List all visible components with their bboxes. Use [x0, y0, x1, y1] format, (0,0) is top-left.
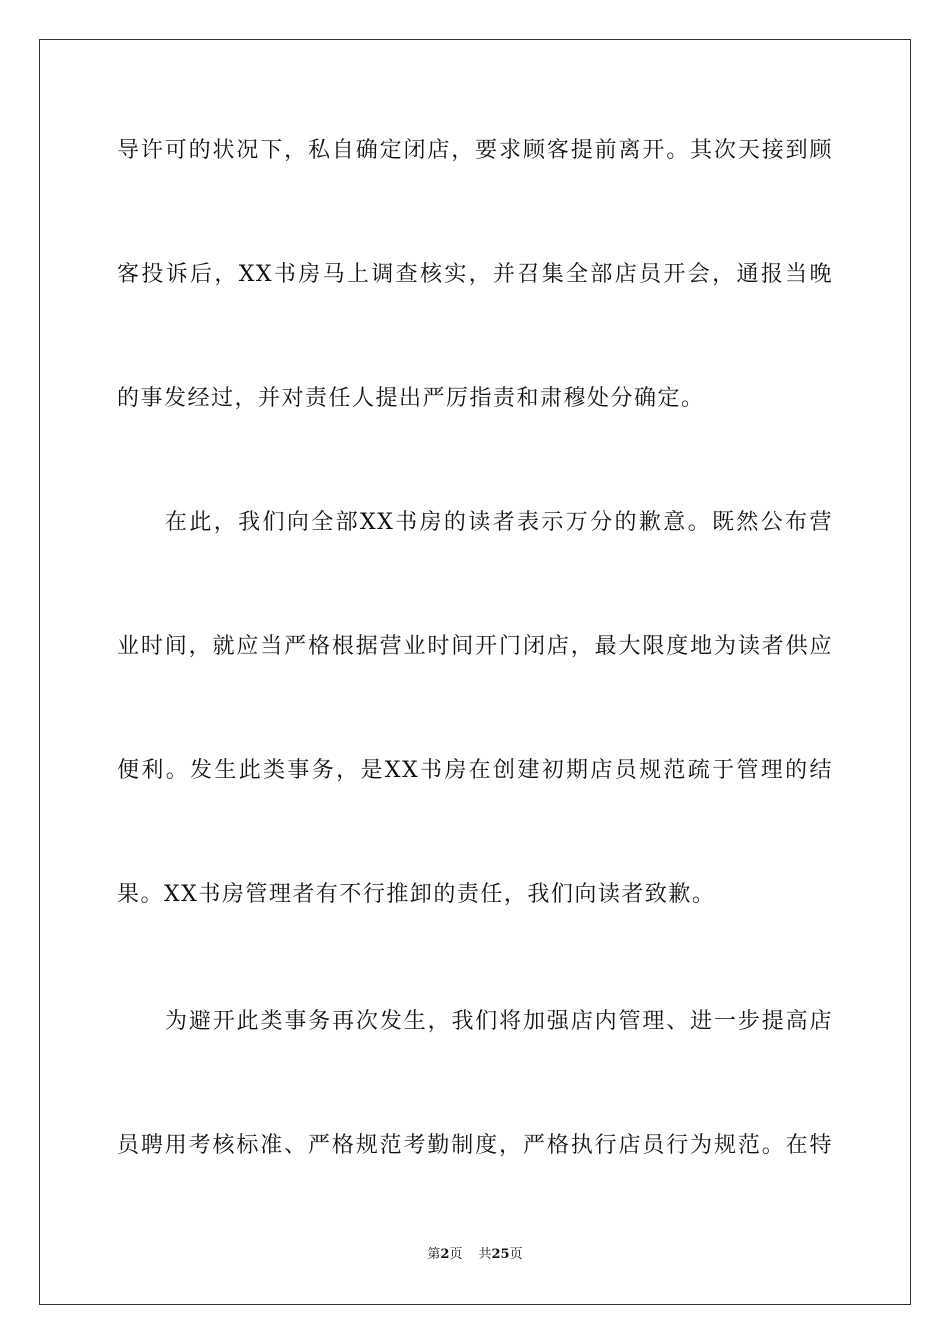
body-line-1: 导许可的状况下，私自确定闭店，要求顾客提前离开。其次天接到顾: [117, 138, 833, 163]
body-line-2: 客投诉后，XX书房马上调查核实，并召集全部店员开会，通报当晚: [117, 262, 833, 287]
total-prefix: 共: [478, 1247, 492, 1262]
total-suffix: 页: [509, 1247, 523, 1262]
body-line-3: 的事发经过，并对责任人提出严厉指责和肃穆处分确定。: [117, 386, 705, 411]
body-line-9: 员聘用考核标准、严格规范考勤制度，严格执行店员行为规范。在特: [117, 1133, 833, 1158]
page-suffix: 页: [449, 1247, 463, 1262]
body-line-7: 果。XX书房管理者有不行推卸的责任，我们向读者致歉。: [117, 882, 716, 907]
body-line-4: 在此，我们向全部XX书房的读者表示万分的歉意。既然公布营: [165, 510, 833, 535]
page-prefix: 第: [427, 1247, 441, 1262]
body-line-5: 业时间，就应当严格根据营业时间开门闭店，最大限度地为读者供应: [117, 634, 833, 659]
page-border: [39, 39, 911, 1305]
page-footer: [0, 1246, 950, 1264]
body-line-6: 便利。发生此类事务，是XX书房在创建初期店员规范疏于管理的结: [117, 758, 833, 783]
total-page-count: 25: [491, 1247, 510, 1262]
current-page-number: 2: [440, 1247, 450, 1262]
body-line-8: 为避开此类事务再次发生，我们将加强店内管理、进一步提高店: [165, 1009, 833, 1034]
